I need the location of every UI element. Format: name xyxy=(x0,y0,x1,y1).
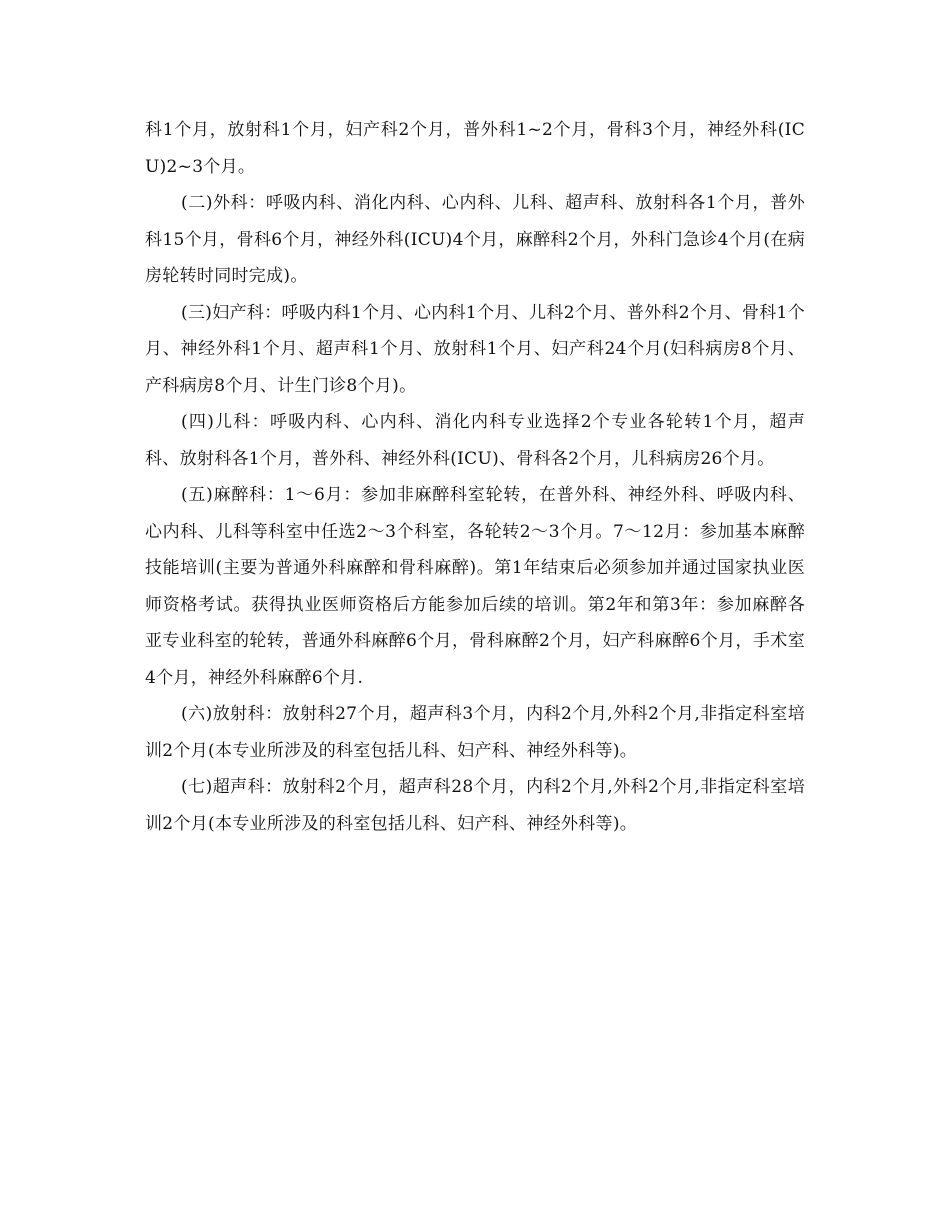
paragraph-surgery: (二)外科：呼吸内科、消化内科、心内科、儿科、超声科、放射科各1个月，普外科15个月，骨科6个月，神经外科(ICU)4个月，麻醉科2个月，外科门急诊4个月(在病房轮转时同时完成)。 xyxy=(145,193,805,286)
paragraph-obstetrics-gynecology: (三)妇产科：呼吸内科1个月、心内科1个月、儿科2个月、普外科2个月、骨科1个月、神经外科1个月、超声科1个月、放射科1个月、妇产科24个月(妇科病房8个月、产科病房8个月、计生门诊8个月)。 xyxy=(145,302,805,396)
paragraph-general-continuation: 科1个月，放射科1个月，妇产科2个月，普外科1~2个月，骨科3个月，神经外科(ICU)2~3个月。 xyxy=(145,120,805,177)
paragraph-radiology: (六)放射科：放射科27个月，超声科3个月，内科2个月,外科2个月,非指定科室培训2个月(本专业所涉及的科室包括儿科、妇产科、神经外科等)。 xyxy=(145,704,805,761)
paragraph-pediatrics: (四)儿科：呼吸内科、心内科、消化内科专业选择2个专业各轮转1个月，超声科、放射科各1个月，普外科、神经外科(ICU)、骨科各2个月，儿科病房26个月。 xyxy=(145,412,805,469)
paragraph-anesthesiology: (五)麻醉科：1～6月：参加非麻醉科室轮转，在普外科、神经外科、呼吸内科、心内科、儿科等科室中任选2～3个科室，各轮转2～3个月。7～12月：参加基本麻醉技能培训(主要为普通外科麻醉和骨科麻醉)。第1年结束后必须参加并通过国家执业医师资格考试。获得执业医师资格后方能参加后续的培训。第2年和第3年：参加麻醉各亚专业科室的轮转，普通外科麻醉6个月，骨科麻醉2个月，妇产科麻醉6个月，手术室4个月，神经外科麻醉6个月. xyxy=(145,485,805,688)
paragraph-ultrasound: (七)超声科：放射科2个月，超声科28个月，内科2个月,外科2个月,非指定科室培训2个月(本专业所涉及的科室包括儿科、妇产科、神经外科等)。 xyxy=(145,777,805,834)
document-body xyxy=(145,112,805,842)
